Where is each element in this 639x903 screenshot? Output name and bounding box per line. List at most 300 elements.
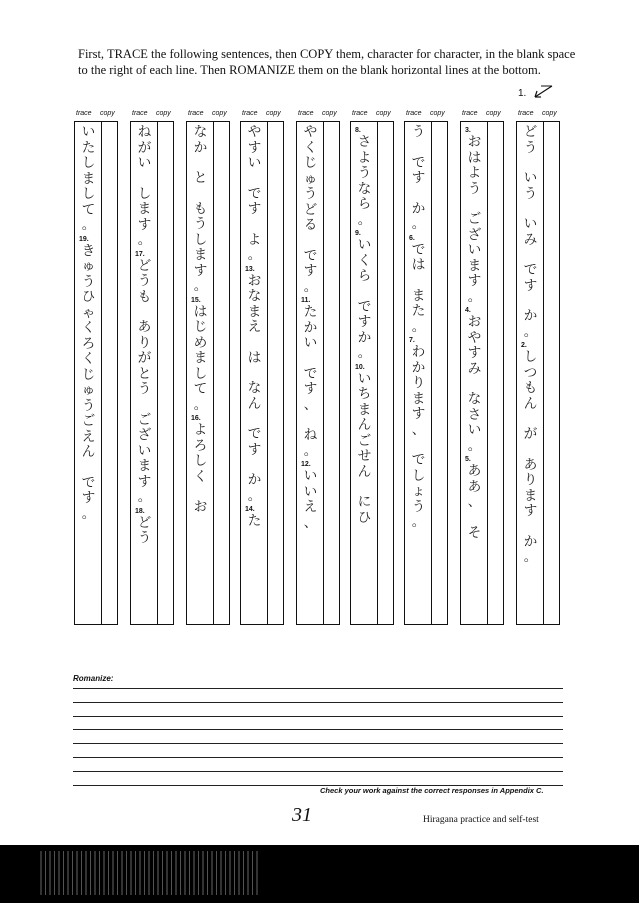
- trace-character: か: [303, 319, 318, 336]
- sentence-number: 10.: [355, 363, 365, 371]
- trace-character: す: [303, 263, 318, 279]
- trace-character: な: [467, 391, 482, 407]
- trace-character: え: [247, 319, 262, 335]
- practice-column: [240, 121, 284, 625]
- word-gap: [472, 377, 476, 392]
- trace-character: す: [523, 277, 538, 294]
- trace-header: trace: [352, 110, 368, 117]
- trace-character: よ: [193, 422, 208, 438]
- trace-character: 、: [467, 494, 482, 510]
- trace-character: 。: [523, 323, 538, 340]
- word-gap: [472, 197, 476, 212]
- copy-header: copy: [542, 110, 557, 117]
- trace-character: ろ: [81, 335, 96, 352]
- instructions-line-1: First, TRACE the following sentences, then COPY them, character for character, in the blank space: [78, 47, 576, 61]
- trace-character: 。: [137, 232, 152, 248]
- trace-character: が: [137, 350, 152, 366]
- trace-header: trace: [76, 110, 92, 117]
- copy-header: copy: [100, 110, 115, 117]
- copy-header: copy: [376, 110, 391, 117]
- sentence-number: 5.: [465, 456, 471, 463]
- practice-column: [130, 121, 174, 625]
- page-number: 31: [292, 804, 312, 826]
- trace-character: め: [193, 334, 208, 351]
- trace-character: が: [137, 139, 152, 156]
- trace-character: せ: [357, 448, 372, 464]
- trace-character: し: [193, 365, 208, 382]
- trace-character: よ: [467, 165, 482, 181]
- arrow-icon: [532, 84, 554, 100]
- trace-character: う: [303, 186, 318, 202]
- trace-character: す: [247, 441, 262, 458]
- copy-divider: [431, 122, 432, 624]
- word-gap: [416, 187, 420, 202]
- trace-character: し: [81, 155, 96, 171]
- trace-character: う: [137, 530, 152, 546]
- copy-divider: [377, 122, 378, 624]
- trace-character: 。: [467, 288, 482, 305]
- trace-character: し: [193, 453, 208, 469]
- trace-character: ご: [137, 411, 152, 428]
- practice-column: [516, 121, 560, 625]
- trace-character: ん: [523, 395, 538, 412]
- trace-character: が: [523, 426, 538, 442]
- trace-character: で: [411, 241, 426, 258]
- trace-character: う: [411, 498, 426, 515]
- trace-character: う: [467, 180, 482, 197]
- trace-character: も: [523, 380, 538, 396]
- trace-character: ま: [467, 257, 482, 274]
- sentence-number: 9.: [355, 230, 361, 237]
- trace-character: ょ: [411, 483, 426, 499]
- trace-character: し: [193, 231, 208, 248]
- trace-character: 。: [81, 217, 96, 233]
- trace-character: ざ: [467, 226, 482, 243]
- trace-character: か: [411, 200, 426, 217]
- trace-strip: [299, 125, 322, 531]
- trace-character: で: [411, 154, 426, 171]
- instructions: [78, 46, 578, 78]
- trace-character: や: [247, 124, 262, 140]
- trace-character: ま: [247, 303, 262, 320]
- sentence-number: 17.: [135, 250, 145, 258]
- sentence-number: 6.: [409, 234, 415, 242]
- trace-character: や: [303, 124, 318, 140]
- trace-character: す: [357, 314, 372, 330]
- trace-character: も: [137, 288, 152, 305]
- trace-character: で: [357, 298, 372, 315]
- trace-header: trace: [518, 110, 534, 117]
- romanize-line[interactable]: [73, 702, 563, 703]
- word-gap: [362, 285, 366, 300]
- trace-character: す: [137, 473, 152, 490]
- instructions-line-2: to the right of each line. Then ROMANIZE them on the blank horizontal lines at the bottom.: [78, 63, 541, 77]
- trace-strip: [133, 125, 156, 547]
- trace-character: あ: [467, 463, 482, 479]
- trace-character: ら: [357, 196, 372, 212]
- trace-character: 。: [247, 247, 262, 263]
- trace-character: て: [81, 201, 96, 218]
- romanize-line[interactable]: [73, 729, 563, 730]
- practice-column: [460, 121, 504, 625]
- practice-grid: [74, 121, 560, 625]
- practice-column: [404, 121, 448, 625]
- trace-character: あ: [523, 456, 538, 473]
- check-note: Check your work against the correct responses in Appendix C.: [320, 786, 544, 795]
- trace-character: く: [81, 320, 96, 336]
- trace-character: は: [247, 349, 262, 366]
- practice-column: [296, 121, 340, 625]
- trace-character: 、: [303, 396, 318, 413]
- trace-character: か: [357, 329, 372, 346]
- trace-character: い: [137, 442, 152, 459]
- trace-character: 。: [247, 487, 262, 504]
- trace-header: trace: [462, 110, 478, 117]
- romanize-label: Romanize:: [73, 674, 114, 683]
- trace-character: な: [247, 380, 262, 396]
- trace-character: さ: [357, 134, 372, 150]
- trace-character: い: [523, 170, 538, 186]
- trace-character: で: [411, 452, 426, 468]
- trace-character: お: [467, 134, 482, 150]
- romanize-line[interactable]: [73, 757, 563, 758]
- footer-title: Hiragana practice and self-test: [423, 815, 539, 825]
- trace-character: ま: [81, 170, 96, 187]
- trace-character: し: [411, 467, 426, 484]
- word-gap: [198, 485, 202, 500]
- trace-character: は: [467, 149, 482, 166]
- trace-character: す: [247, 139, 262, 156]
- trace-character: み: [523, 231, 538, 248]
- romanize-line[interactable]: [73, 743, 563, 744]
- trace-character: じ: [81, 366, 96, 383]
- trace-character: は: [411, 257, 426, 273]
- trace-character: す: [467, 273, 482, 289]
- trace-character: す: [523, 503, 538, 519]
- copy-header: copy: [156, 110, 171, 117]
- trace-character: う: [81, 273, 96, 290]
- sentence-number: 8.: [355, 127, 361, 134]
- trace-character: う: [523, 139, 538, 156]
- word-gap: [252, 218, 256, 233]
- trace-character: り: [137, 334, 152, 351]
- trace-character: 。: [411, 514, 426, 530]
- trace-character: か: [247, 472, 262, 488]
- trace-character: ご: [467, 211, 482, 227]
- trace-strip: [189, 125, 212, 516]
- trace-character: か: [523, 533, 538, 550]
- trace-character: で: [247, 185, 262, 202]
- trace-character: ま: [137, 201, 152, 217]
- word-gap: [416, 274, 420, 289]
- trace-character: く: [193, 468, 208, 485]
- trace-character: 。: [357, 345, 372, 361]
- word-gap: [528, 443, 532, 458]
- trace-character: 。: [303, 278, 318, 295]
- copy-header: copy: [212, 110, 227, 117]
- trace-character: 。: [411, 216, 426, 232]
- trace-character: に: [357, 494, 372, 510]
- trace-character: な: [357, 180, 372, 197]
- word-gap: [528, 520, 532, 535]
- trace-character: き: [81, 242, 96, 259]
- sentence-number: 19.: [79, 235, 89, 243]
- trace-character: か: [523, 308, 538, 324]
- trace-strip: [407, 125, 430, 531]
- trace-character: わ: [411, 344, 426, 360]
- trace-character: し: [81, 186, 96, 202]
- trace-character: 、: [303, 514, 318, 531]
- trace-character: ど: [137, 257, 152, 274]
- trace-character: で: [247, 426, 262, 442]
- trace-character: さ: [467, 406, 482, 423]
- trace-character: ま: [193, 247, 208, 263]
- word-gap: [252, 458, 256, 473]
- romanize-line[interactable]: [73, 716, 563, 717]
- copy-divider: [157, 122, 158, 624]
- practice-column: [74, 121, 118, 625]
- trace-character: う: [357, 165, 372, 181]
- trace-character: よ: [357, 149, 372, 166]
- trace-character: い: [467, 242, 482, 258]
- trace-character: ご: [81, 413, 96, 429]
- sentence-number: 14.: [245, 506, 255, 513]
- trace-character: た: [411, 303, 426, 319]
- trace-character: か: [193, 139, 208, 156]
- trace-character: い: [81, 124, 96, 140]
- trace-character: す: [193, 262, 208, 279]
- word-gap: [472, 511, 476, 526]
- word-gap: [528, 202, 532, 217]
- copy-divider: [267, 122, 268, 624]
- romanize-line[interactable]: [73, 771, 563, 772]
- trace-character: く: [81, 351, 96, 367]
- trace-character: す: [247, 201, 262, 217]
- trace-character: ね: [303, 427, 318, 443]
- trace-character: く: [303, 139, 318, 156]
- copy-divider: [487, 122, 488, 624]
- trace-character: い: [137, 155, 152, 171]
- word-gap: [142, 398, 146, 413]
- trace-character: よ: [247, 231, 262, 248]
- trace-character: い: [303, 483, 318, 500]
- copy-divider: [323, 122, 324, 624]
- trace-character: い: [357, 370, 372, 387]
- trace-character: ま: [357, 401, 372, 418]
- word-gap: [308, 352, 312, 367]
- word-gap: [362, 480, 366, 495]
- trace-character: ま: [411, 390, 426, 407]
- trace-character: そ: [467, 524, 482, 541]
- trace-character: ん: [81, 444, 96, 460]
- romanize-line[interactable]: [73, 688, 563, 689]
- trace-character: お: [467, 314, 482, 330]
- trace-strip: [77, 125, 100, 522]
- trace-character: で: [303, 365, 318, 382]
- copy-divider: [543, 122, 544, 624]
- trace-character: た: [247, 513, 262, 529]
- trace-character: う: [411, 124, 426, 140]
- word-gap: [308, 234, 312, 249]
- word-gap: [416, 438, 420, 453]
- example-marker: [518, 88, 526, 99]
- trace-character: や: [467, 329, 482, 346]
- trace-character: り: [523, 472, 538, 488]
- trace-character: い: [303, 468, 318, 484]
- word-gap: [528, 412, 532, 427]
- trace-header: trace: [188, 110, 204, 117]
- trace-header: trace: [132, 110, 148, 117]
- trace-character: は: [193, 303, 208, 320]
- trace-character: じ: [193, 319, 208, 335]
- word-gap: [86, 461, 90, 476]
- trace-character: ま: [137, 458, 152, 474]
- trace-character: で: [81, 474, 96, 491]
- trace-character: て: [193, 381, 208, 397]
- trace-character: く: [357, 252, 372, 269]
- trace-character: ま: [411, 287, 426, 304]
- trace-character: ひ: [357, 509, 372, 526]
- trace-character: す: [303, 381, 318, 397]
- trace-character: ゅ: [81, 258, 96, 274]
- trace-character: う: [523, 185, 538, 202]
- trace-header: trace: [406, 110, 422, 117]
- trace-character: す: [411, 170, 426, 186]
- copy-header: copy: [266, 110, 281, 117]
- trace-character: ん: [357, 417, 372, 433]
- trace-strip: [519, 125, 542, 566]
- trace-character: 。: [193, 396, 208, 413]
- word-gap: [252, 336, 256, 351]
- trace-character: 。: [81, 505, 96, 522]
- trace-header: trace: [242, 110, 258, 117]
- trace-character: ゅ: [303, 170, 318, 187]
- trace-character: と: [193, 170, 208, 186]
- word-gap: [308, 413, 312, 428]
- trace-character: ゃ: [81, 304, 96, 321]
- trace-character: じ: [303, 155, 318, 171]
- trace-character: う: [81, 397, 96, 414]
- trace-character: ん: [247, 395, 262, 412]
- trace-character: ま: [193, 350, 208, 366]
- trace-character: え: [81, 428, 96, 445]
- trace-strip: [463, 125, 486, 541]
- trace-character: 。: [467, 437, 482, 454]
- word-gap: [198, 187, 202, 202]
- sentence-number: 12.: [301, 461, 311, 468]
- word-gap: [528, 248, 532, 263]
- trace-character: る: [303, 217, 318, 233]
- sentence-number: 2.: [521, 342, 527, 349]
- trace-character: ど: [303, 201, 318, 218]
- trace-character: ど: [137, 514, 152, 531]
- sentence-number: 3.: [465, 127, 471, 134]
- trace-character: た: [81, 139, 96, 156]
- trace-character: い: [357, 237, 372, 253]
- trace-character: う: [137, 273, 152, 289]
- trace-character: え: [303, 499, 318, 515]
- trace-character: し: [137, 185, 152, 202]
- trace-character: い: [523, 216, 538, 232]
- trace-character: ざ: [137, 427, 152, 443]
- trace-character: た: [303, 304, 318, 320]
- trace-character: 。: [303, 442, 318, 459]
- trace-character: あ: [467, 478, 482, 495]
- trace-character: な: [193, 124, 208, 140]
- trace-character: ら: [357, 268, 372, 284]
- trace-character: で: [303, 247, 318, 264]
- trace-character: ん: [357, 463, 372, 480]
- trace-character: ま: [523, 487, 538, 504]
- practice-column: [186, 121, 230, 625]
- copy-header: copy: [322, 110, 337, 117]
- word-gap: [528, 156, 532, 171]
- trace-character: う: [137, 381, 152, 397]
- copy-header: copy: [430, 110, 445, 117]
- trace-character: ひ: [81, 289, 96, 305]
- trace-character: か: [411, 359, 426, 376]
- trace-character: あ: [137, 319, 152, 335]
- copy-divider: [213, 122, 214, 624]
- scan-edge: [0, 845, 639, 903]
- trace-character: す: [137, 216, 152, 233]
- word-gap: [142, 172, 146, 187]
- trace-character: ち: [357, 386, 372, 402]
- copy-divider: [101, 122, 102, 624]
- trace-character: う: [193, 216, 208, 232]
- trace-character: す: [467, 345, 482, 361]
- word-gap: [142, 305, 146, 320]
- trace-character: ゅ: [81, 382, 96, 398]
- trace-header: trace: [298, 110, 314, 117]
- practice-column: [350, 121, 394, 625]
- trace-character: み: [467, 360, 482, 377]
- trace-character: い: [247, 155, 262, 171]
- trace-character: と: [137, 365, 152, 382]
- trace-strip: [353, 125, 376, 526]
- trace-character: お: [193, 499, 208, 515]
- sentence-number: 4.: [465, 307, 471, 314]
- word-gap: [252, 366, 256, 381]
- trace-character: ど: [523, 124, 538, 140]
- sentence-number: 16.: [191, 415, 201, 422]
- trace-character: 。: [523, 549, 538, 565]
- word-gap: [528, 294, 532, 309]
- trace-character: も: [193, 200, 208, 217]
- trace-character: し: [523, 349, 538, 365]
- trace-character: 。: [137, 489, 152, 505]
- trace-character: 、: [411, 421, 426, 438]
- trace-strip: [243, 125, 266, 530]
- trace-character: り: [411, 375, 426, 391]
- trace-character: す: [411, 406, 426, 422]
- trace-character: い: [467, 422, 482, 438]
- trace-character: ろ: [193, 437, 208, 454]
- sentence-number: 15.: [191, 296, 201, 304]
- trace-character: ご: [357, 432, 372, 449]
- trace-character: い: [303, 335, 318, 351]
- word-gap: [252, 172, 256, 187]
- trace-character: す: [81, 490, 96, 506]
- word-gap: [198, 156, 202, 171]
- trace-character: で: [523, 262, 538, 278]
- trace-character: 。: [193, 278, 208, 294]
- sentence-number: 18.: [135, 507, 145, 515]
- sentence-number: 7.: [409, 337, 415, 344]
- trace-character: お: [247, 272, 262, 289]
- sentence-number: 13.: [245, 265, 255, 273]
- copy-header: copy: [486, 110, 501, 117]
